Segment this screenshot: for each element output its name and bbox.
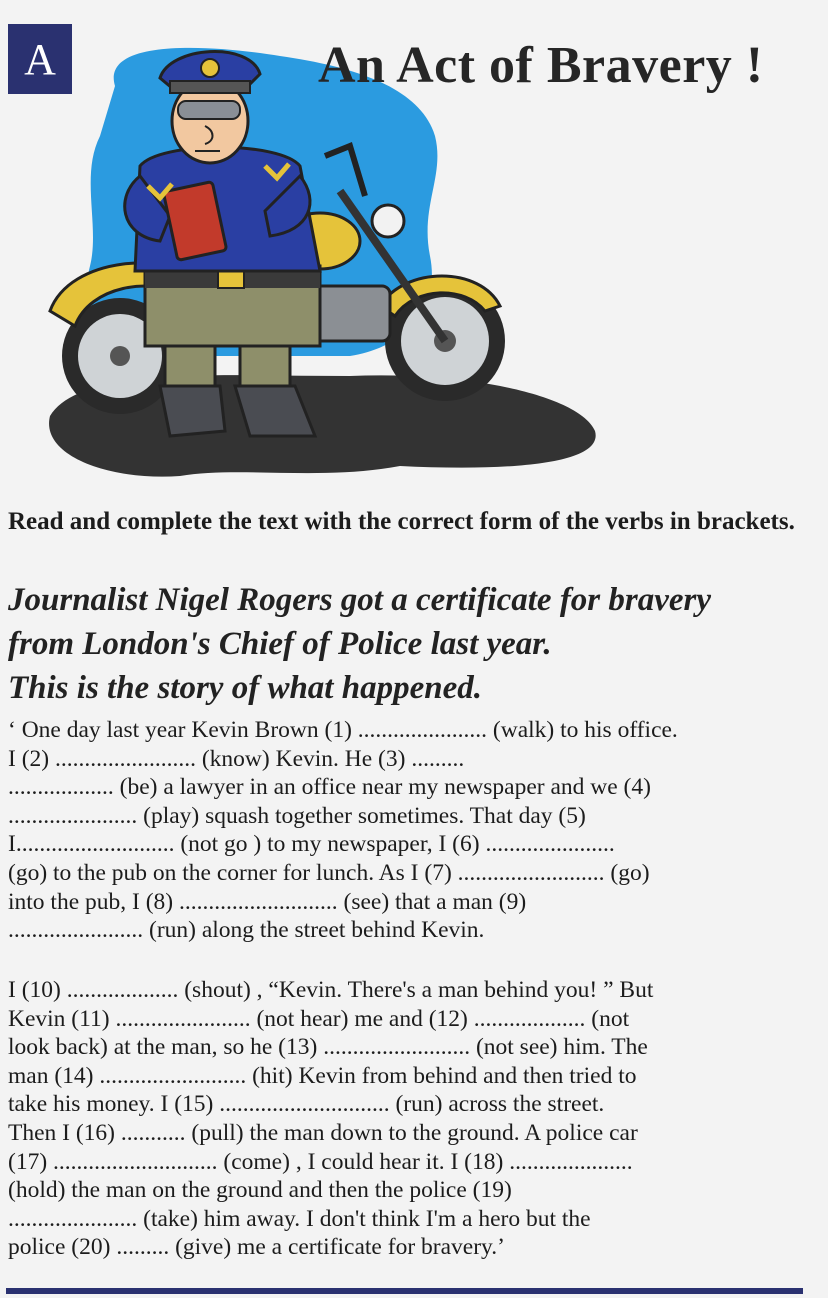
intro-heading xyxy=(8,578,823,710)
story-paragraph-2 xyxy=(8,976,828,1262)
bottom-divider xyxy=(6,1288,803,1294)
story-paragraph-1 xyxy=(8,716,828,945)
page-title: An Act of Bravery ! xyxy=(318,37,764,94)
intro-line: This is the story of what happened. xyxy=(8,670,482,706)
intro-line: Journalist Nigel Rogers got a certificate for bravery xyxy=(8,582,712,618)
paragraph-text: ‘ One day last year Kevin Brown (1) ...................... (walk) to his office. I (2) ........................ (know) Kevin. He (3) ......... .................. (be) a lawyer in an office near my newspaper and we (4) ...................... (play) squash together sometimes. That day (5) I........................... (not go ) to my newspaper, I (6) ...................... (go) to the pub on the corner for lunch. As I (7) ......................... (go) into the pub, I (8) ........................... (see) that a man (9) ....................... (run) along the street behind Kevin. xyxy=(8,717,678,944)
section-badge: A xyxy=(8,24,72,94)
instructions: Read and complete the text with the correct form of the verbs in brackets. xyxy=(8,508,795,535)
intro-line: from London's Chief of Police last year. xyxy=(8,626,552,662)
police-officer-motorcycle-illustration xyxy=(20,26,620,496)
paragraph-text: I (10) ................... (shout) , “Kevin. There's a man behind you! ” But Kevin (11) ....................... (not hear) me and (12) ................... (not look back) at the man, so he (13) ......................... (not see) him. The man (14) ......................... (hit) Kevin from behind and then tried to take his money. I (15) ............................. (run) across the street. Then I (16) ........... (pull) the man down to the ground. A police car (17) ............................ (come) , I could hear it. I (18) ..................... (hold) the man on the ground and then the police (19) ...................... (take) him away. I don't think I'm a hero but the police (20) ......... (give) me a certificate for bravery.’ xyxy=(8,977,654,1261)
